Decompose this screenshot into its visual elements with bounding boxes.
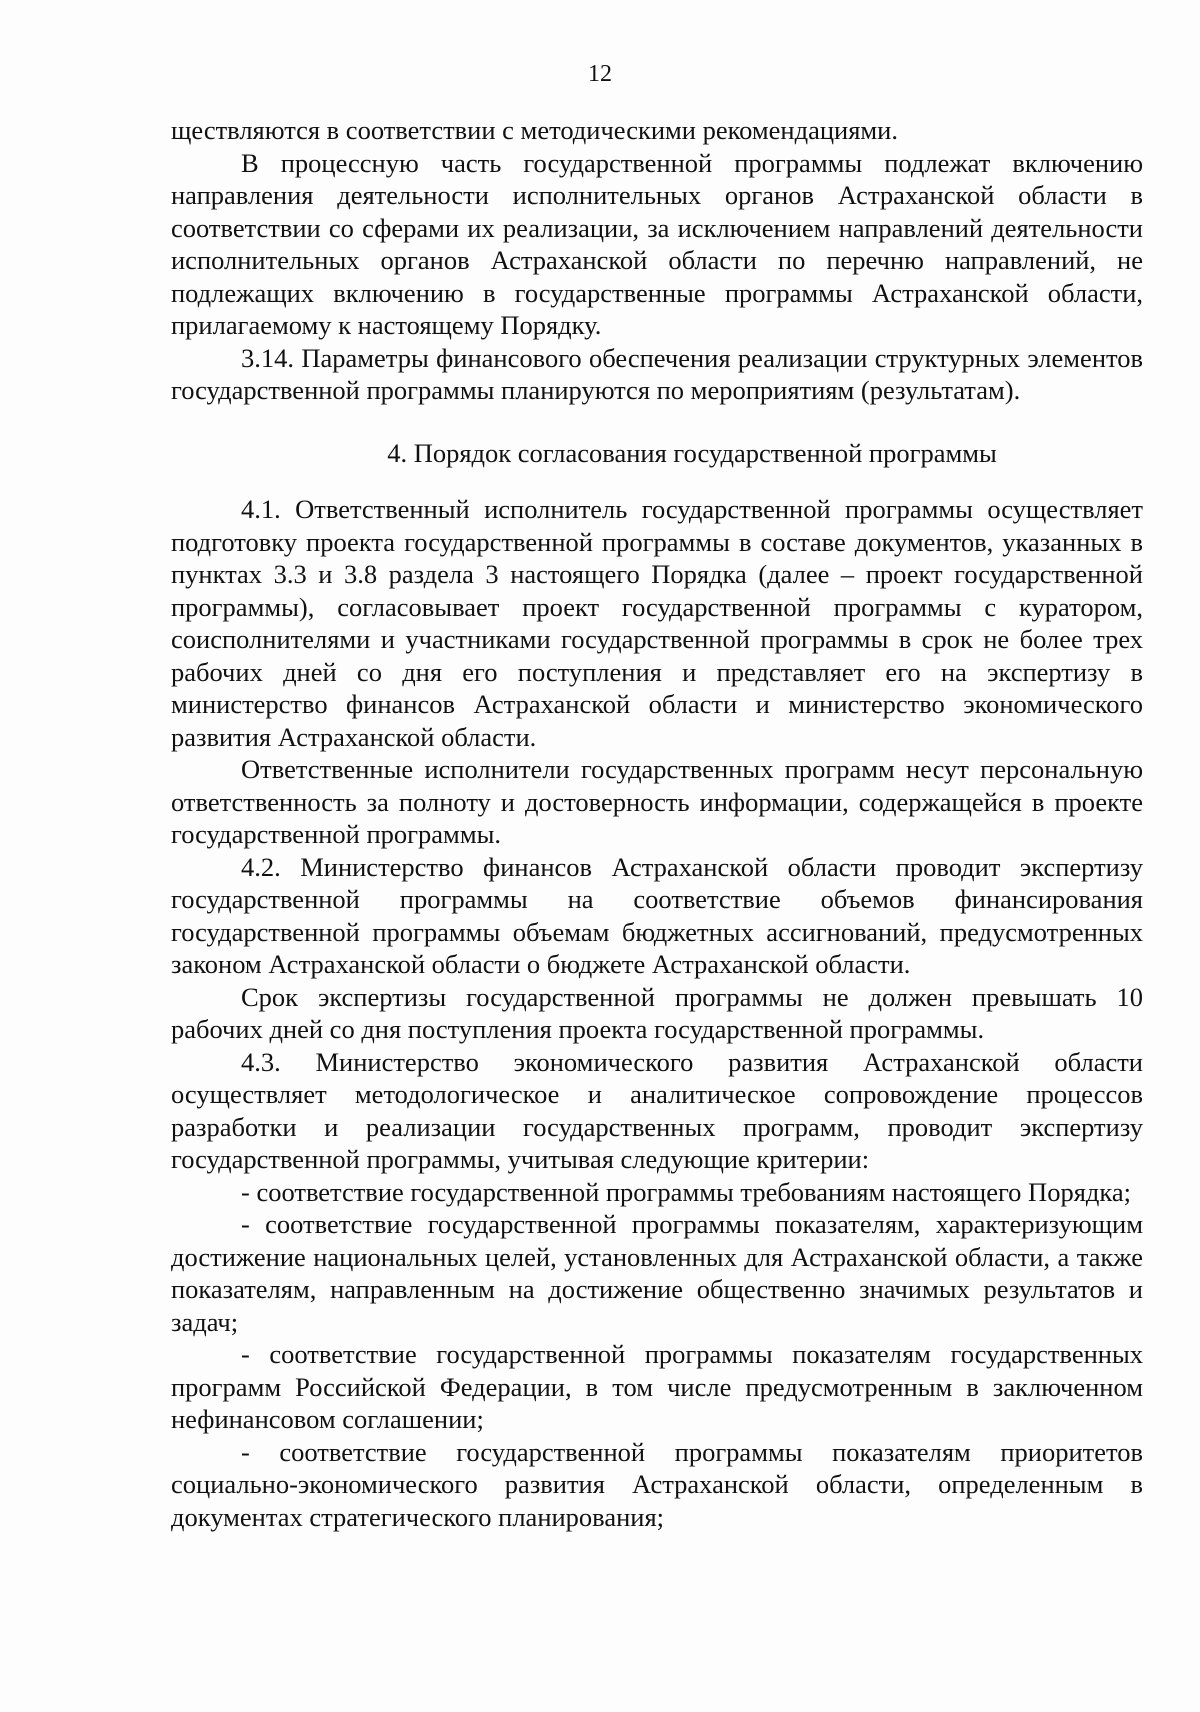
page-number: 12 <box>588 61 612 87</box>
list-item-criterion: - соответствие государственной программы показателям приоритетов социально-экономического развития Астраханской области, определенным в документах стратегического планирования; <box>171 1436 1143 1532</box>
document-body <box>171 114 1143 1533</box>
paragraph-4-2: 4.2. Министерство финансов Астраханской области проводит экспертизу государственной программы на соответствие объемов финансирования государственной программы объемам бюджетных ассигнований, предусмотренных законом Астраханской области о бюджете Астраханской области. <box>171 851 1143 979</box>
list-item-criterion: - соответствие государственной программы требованиям настоящего Порядка; <box>241 1176 1131 1207</box>
list-item-criterion: - соответствие государственной программы показателям, характеризующим достижение национальных целей, установленных для Астраханской области, а также показателям, направленным на достижение общественно значимых результатов и задач; <box>171 1209 1143 1337</box>
section-heading: 4. Порядок согласования государственной программы <box>387 437 997 468</box>
paragraph-3-14: 3.14. Параметры финансового обеспечения реализации структурных элементов государственной программы планируются по мероприятиям (результатам). <box>171 342 1143 405</box>
paragraph-process-part: В процессную часть государственной программы подлежат включению направления деятельности исполнительных органов Астраханской области в соответствии со сферами их реализации, за исключением направлений деятельности исполнительных органов Астраханской области по перечню направлений, не подлежащих включению в государственные программы Астраханской области, прилагаемому к настоящему Порядку. <box>171 147 1143 340</box>
paragraph-responsibility: Ответственные исполнители государственных программ несут персональную ответственность за полноту и достоверность информации, содержащейся в проекте государственной программы. <box>171 754 1143 849</box>
paragraph-continuation: ществляются в соответствии с методическими рекомендациями. <box>171 115 898 145</box>
paragraph-4-3: 4.3. Министерство экономического развития Астраханской области осуществляет методологическое и аналитическое сопровождение процессов разработки и реализации государственных программ, проводит экспертизу государственной программы, учитывая следующие критерии: <box>171 1046 1143 1174</box>
list-item-criterion: - соответствие государственной программы показателям государственных программ Российской Федерации, в том числе предусмотренным в заключенном нефинансовом соглашении; <box>171 1339 1143 1434</box>
paragraph-4-1: 4.1. Ответственный исполнитель государственной программы осуществляет подготовку проекта государственной программы в составе документов, указанных в пунктах 3.3 и 3.8 раздела 3 настоящего Порядка (далее – проект государственной программы), согласовывает проект государственной программы с куратором, соисполнителями и участниками государственной программы в срок не более трех рабочих дней со дня его поступления и представляет его на экспертизу в министерство финансов Астраханской области и министерство экономического развития Астраханской области. <box>171 494 1143 752</box>
paragraph-expertise-term: Срок экспертизы государственной программы не должен превышать 10 рабочих дней со дня поступления проекта государственной программы. <box>171 981 1143 1044</box>
